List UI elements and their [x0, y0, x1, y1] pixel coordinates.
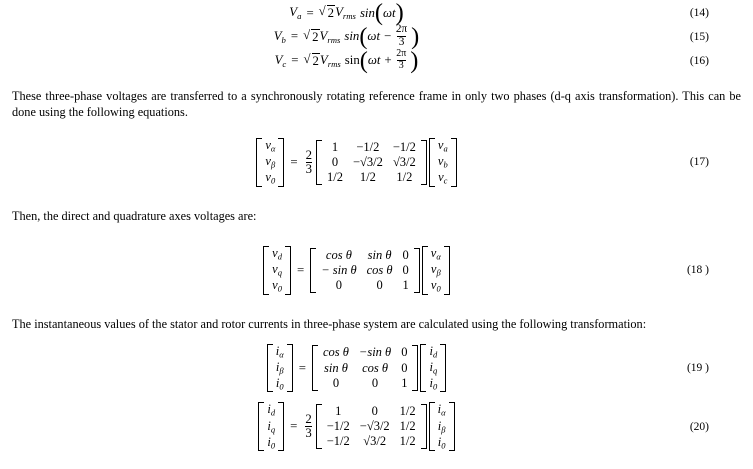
eq15-frac-num: 2π	[395, 22, 408, 35]
eq16-paren-close: )	[410, 47, 419, 75]
eq20-cell-2-0: −1/2	[326, 434, 350, 449]
eq16-vrms: $V_{rms}$	[319, 52, 341, 69]
eq14-paren-open: (	[374, 0, 383, 27]
eq18-cell-1-0: − sin θ	[321, 262, 357, 277]
eq20-rhs-vector: $i_\alpha$ $i_\beta$ $i_0$	[429, 402, 455, 450]
eq17-cell-0-0: 1	[331, 139, 339, 154]
eq18-cell-0-0: cos θ	[325, 247, 352, 262]
eq17-number: (17)	[689, 156, 709, 169]
eq20-number: (20)	[689, 420, 709, 433]
eq18-number: (18 )	[686, 264, 709, 277]
eq20-cell-1-0: −1/2	[326, 418, 350, 433]
eq18-cell-2-1: 0	[376, 278, 383, 292]
eq15-lhs: $V_b$	[273, 28, 286, 45]
eq16-number: (16)	[689, 54, 709, 67]
eq19-cell-0-1: −sin θ	[358, 345, 392, 360]
eq17-cell-2-0: 1/2	[326, 170, 343, 185]
eq16-frac-num: 2π	[396, 48, 407, 60]
eq14-func: sin	[359, 5, 375, 20]
equation-17	[0, 138, 753, 186]
eq19-equals: =	[298, 360, 306, 375]
eq19-matrix	[312, 345, 418, 391]
eq18-cell-0-1: sin θ	[367, 247, 392, 262]
eq14-number: (14)	[689, 7, 709, 20]
eq17-lhs-vector: $v_\alpha$ $v_\beta$ $v_0$	[256, 138, 284, 186]
eq17-cell-1-2: √3/2	[392, 154, 416, 169]
eq15-frac-den: 3	[398, 35, 405, 48]
eq18-lhs-vector: $v_d$ $v_q$ $v_0$	[263, 246, 291, 294]
eq15-vrms: $V_{rms}$	[319, 28, 341, 45]
eq20-cell-0-2: 1/2	[399, 403, 416, 418]
eq16-lhs: $V_c$	[274, 52, 287, 69]
eq15-paren-close: )	[411, 22, 420, 50]
eq16-sqrt: √ 2	[304, 53, 320, 69]
eq19-cell-1-2: 0	[401, 360, 408, 375]
eq16-paren-open: (	[359, 47, 368, 75]
eq17-cell-2-2: 1/2	[396, 170, 413, 185]
eq16-arg-lead: ωt +	[367, 53, 393, 68]
eq19-cell-1-0: sin θ	[324, 360, 348, 375]
eq16-fraction	[394, 49, 408, 71]
equation-20	[0, 402, 753, 450]
eq15-sqrt: √ 2	[303, 29, 319, 45]
eq15-fraction	[394, 24, 409, 49]
equation-16	[0, 47, 753, 75]
eq20-cell-2-2: 1/2	[399, 434, 416, 449]
eq18-rhs-vector: $v_\alpha$ $v_\beta$ $v_0$	[422, 246, 450, 294]
paragraph-3: The instantaneous values of the stator and rotor currents in three-phase system are calculated using the following transformation:	[12, 316, 647, 331]
eq17-equals: =	[290, 154, 298, 169]
eq20-cell-1-1: −√3/2	[359, 418, 390, 433]
eq20-cell-0-1: 0	[371, 403, 378, 418]
eq17-cell-2-1: 1/2	[359, 170, 376, 185]
eq14-arg: ωt	[383, 5, 396, 20]
eq20-equals: =	[290, 419, 298, 434]
equation-15	[0, 24, 753, 49]
eq17-cell-1-0: 0	[331, 154, 339, 169]
eq18-cell-2-2: 1	[402, 278, 409, 292]
eq14-paren-close: )	[395, 0, 404, 27]
eq19-cell-1-1: cos θ	[362, 360, 389, 375]
eq15-arg-lead: ωt −	[367, 29, 392, 44]
eq17-rhs-vector: $v_a$ $v_b$ $v_c$	[429, 138, 457, 186]
eq18-cell-0-2: 0	[402, 247, 409, 262]
equation-19	[0, 344, 753, 392]
eq18-cell-1-2: 0	[402, 262, 409, 277]
eq15-func: sin	[344, 29, 360, 44]
equation-18	[0, 246, 753, 294]
eq19-lhs-vector: $i_\alpha$ $i_\beta$ $i_0$	[267, 344, 293, 392]
eq18-equals: =	[296, 262, 305, 277]
eq19-cell-0-0: cos θ	[322, 345, 349, 360]
eq15-number: (15)	[689, 30, 709, 43]
eq15-equals: =	[290, 29, 299, 44]
eq18-matrix	[310, 248, 420, 294]
eq19-number: (19 )	[686, 362, 709, 375]
eq17-cell-1-1: −√3/2	[352, 154, 383, 169]
equation-14	[0, 0, 753, 27]
eq19-cell-2-0: 0	[332, 375, 340, 390]
eq16-func: sin	[344, 53, 360, 68]
paragraph-2: Then, the direct and quadrature axes voltages are:	[12, 208, 257, 223]
eq14-vrms: $V_{rms}$	[335, 5, 356, 21]
eq20-matrix	[316, 404, 427, 450]
eq19-rhs-vector: $i_d$ $i_q$ $i_0$	[420, 344, 446, 392]
eq14-lhs: $V_a$	[289, 5, 302, 21]
eq16-equals: =	[291, 53, 299, 68]
eq18-cell-1-1: cos θ	[366, 262, 393, 277]
eq19-cell-2-2: 1	[401, 375, 408, 390]
eq17-cell-0-1: −1/2	[356, 139, 380, 154]
eq20-cell-1-2: 1/2	[399, 418, 416, 433]
eq20-scalar: $\frac{2}{3}$	[305, 411, 312, 441]
eq16-frac-den: 3	[398, 59, 404, 71]
eq17-matrix	[316, 140, 427, 186]
eq20-cell-2-1: √3/2	[363, 434, 387, 449]
eq17-scalar: $\frac{2}{3}$	[305, 147, 312, 176]
eq19-cell-2-1: 0	[371, 375, 379, 390]
eq17-cell-0-2: −1/2	[392, 139, 416, 154]
eq14-equals: =	[306, 5, 314, 20]
paragraph-1: These three-phase voltages are transferred to a synchronously rotating reference frame in only two phases (d-q axis transformation). This can be done using the following equations.	[12, 88, 741, 119]
eq15-paren-open: (	[359, 22, 368, 50]
eq18-cell-2-0: 0	[335, 278, 343, 292]
eq19-cell-0-2: 0	[401, 345, 408, 360]
eq20-cell-0-0: 1	[335, 403, 342, 418]
eq14-sqrt: √ 2	[319, 5, 335, 21]
eq20-lhs-vector: $i_d$ $i_q$ $i_0$	[258, 402, 284, 450]
